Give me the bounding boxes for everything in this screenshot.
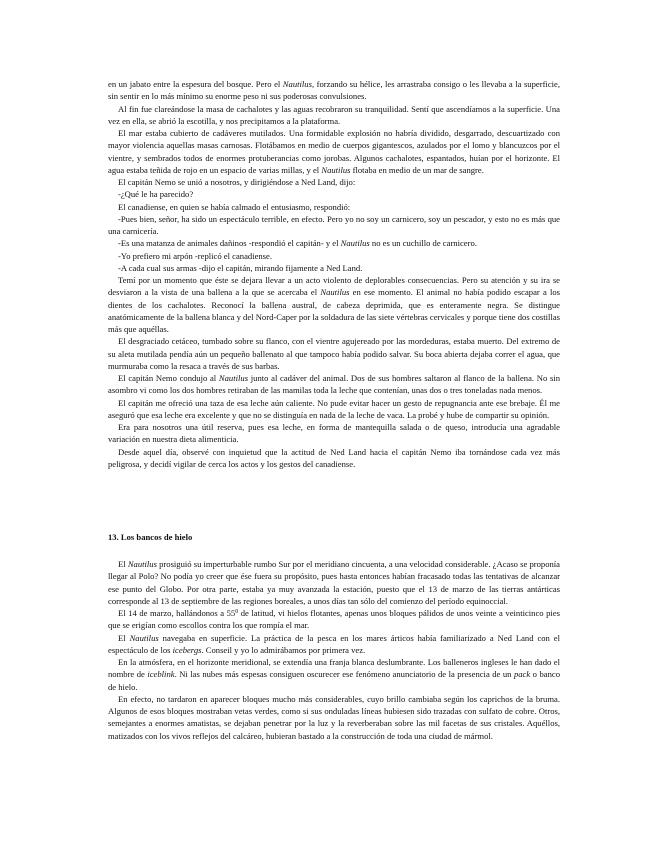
paragraph: -A cada cual sus armas -dijo el capitán, mirando fijamente a Ned Land. [118, 262, 363, 273]
chapter-body-text [108, 558, 560, 742]
paragraph: El Nautilus navegaba en superficie. La práctica de la pesca en los mares árticos había familiarizado a Ned Land con el espectáculo de los icebergs. Conseil y yo lo admirábamos por primera vez. [108, 632, 560, 655]
paragraph: -Yo prefiero mi arpón -replicó el canadiense. [118, 250, 272, 261]
paragraph: -¿Qué le ha parecido? [118, 189, 194, 200]
previous-chapter-text [108, 78, 560, 470]
paragraph: El capitán Nemo se unió a nosotros, y dirigiéndose a Ned Land, dijo: [118, 177, 356, 187]
paragraph: El Nautilus prosiguió su imperturbable rumbo Sur por el meridiano cincuenta, a una velocidad considerable. ¿Acaso se proponía llegar al Polo? No podía yo creer que ése fuera su propósito, pues hasta entonces habían fracasado todas las tentativas de alcanzar ese punto del Globo. Por otra parte, estaba ya muy avanzada la estación, puesto que el 13 de marzo de las tierras antárticas corresponde al 13 de septiembre de las regiones boreales, a unos días tan sólo del comienzo del período equinoccial. [108, 559, 561, 606]
paragraph: en un jabato entre la espesura del bosque. Pero el Nautilus, forzando su hélice, les arrastraba consigo o les llevaba a la superficie, sin sentir en lo más mínimo su enorme peso ni sus poderosas convulsiones. [108, 79, 560, 102]
paragraph: Al fin fue clareándose la masa de cachalotes y las aguas recobraron su tranquilidad. Sentí que ascendíamos a la superficie. Una vez en ella, se abrió la escotilla, y nos precipitamos a la plataforma. [108, 103, 560, 126]
paragraph: El mar estaba cubierto de cadáveres mutilados. Una formidable explosión no habría dividido, desgarrado, descuartizado con mayor violencia aquellas masas carnosas. Flotábamos en medio de cuerpos gigantescos, azulados por el lomo y blancuzcos por el vientre, y sembrados todos de enormes protuberancias como jorobas. Algunos cachalotes, espantados, huían por el horizonte. El agua estaba teñida de rojo en un espacio de varias millas, y el Nautilus flotaba en medio de un mar de sangre. [108, 128, 560, 175]
paragraph: -Pues bien, señor, ha sido un espectáculo terrible, en efecto. Pero yo no soy un carnicero, soy un pescador, y esto no es más que una carnicería. [108, 213, 560, 236]
paragraph: El capitán me ofreció una taza de esa leche aún caliente. No pude evitar hacer un gesto de repugnancia ante ese brebaje. Él me aseguró que esa leche era excelente y que no se distinguía en nada de la leche de vaca. La probé y hube de compartir su opinión. [108, 397, 560, 420]
paragraph: En efecto, no tardaron en aparecer bloques mucho más considerables, cuyo brillo cambiaba según los caprichos de la bruma. Algunos de esos bloques mostraban vetas verdes, como si sus onduladas líneas hubiesen sido trazadas con sulfato de cobre. Otros, semejantes a enormes amatistas, se dejaban penetrar por la luz y la reverberaban sobre las mil facetas de sus cristales. Aquéllos, matizados con los vivos reflejos del calcáreo, hubieran bastado a la construcción de toda una ciudad de mármol. [108, 693, 560, 741]
chapter-heading: 13. Los bancos de hielo [108, 532, 193, 542]
paragraph: -Es una matanza de animales dañinos -respondió el capitán- y el Nautilus no es un cuchillo de carnicero. [118, 238, 477, 249]
paragraph: El canadiense, en quien se había calmado el entusiasmo, respondió: [118, 201, 351, 212]
paragraph: En la atmósfera, en el horizonte meridional, se extendía una franja blanca deslumbrante. Los balleneros ingleses le han dado el nombre de iceblink. Ni las nubes más espesas consiguen oscurecer ese fenómeno anunciatorio de la presencia de un pack o banco de hielo. [108, 657, 560, 692]
paragraph: El capitán Nemo condujo al Nautilus junto al cadáver del animal. Dos de sus hombres saltaron al flanco de la ballena. No sin asombro vi como los dos hombres retiraban de las mamilas toda la leche que contenían, unas dos o tres toneladas nada menos. [108, 373, 560, 396]
paragraph: Era para nosotros una útil reserva, pues esa leche, en forma de mantequilla salada o de queso, introducía una agradable variación en nuestra dieta alimenticia. [108, 422, 560, 445]
paragraph: Temí por un momento que éste se dejara llevar a un acto violento de deplorables consecuencias. Pero su atención y su ira se desviaron a la vista de una ballena a la que se acercaba el Nautilus en ese momento. El animal no había podido escapar a los dientes de los cachalotes. Reconocí la ballena austral, de cabeza deprimida, que es enteramente negra. Se distingue anatómicamente de la ballena blanca y del Nord-Caper por la soldadura de las siete vértebras cervicales y porque tiene dos costillas más que aquéllas. [108, 275, 561, 334]
paragraph: Desde aquel día, observé con inquietud que la actitud de Ned Land hacia el capitán Nemo iba tornándose cada vez más peligrosa, y decidí vigilar de cerca los actos y los gestos del canadiense. [108, 446, 560, 469]
paragraph: El 14 de marzo, hallándonos a $55^0$ de latitud, vi hielos flotantes, apenas unos bloques pálidos de unos veinte a veinticinco pies que se erigían como escollos contra los que rompía el mar. [108, 608, 560, 631]
paragraph: El desgraciado cetáceo, tumbado sobre su flanco, con el vientre agujereado por las mordeduras, estaba muerto. Del extremo de su aleta mutilada pendía aún un pequeño ballenato al que tampoco había podido salvar. Su boca abierta dejaba correr el agua, que murmuraba como la resaca a través de sus barbas. [108, 336, 560, 371]
